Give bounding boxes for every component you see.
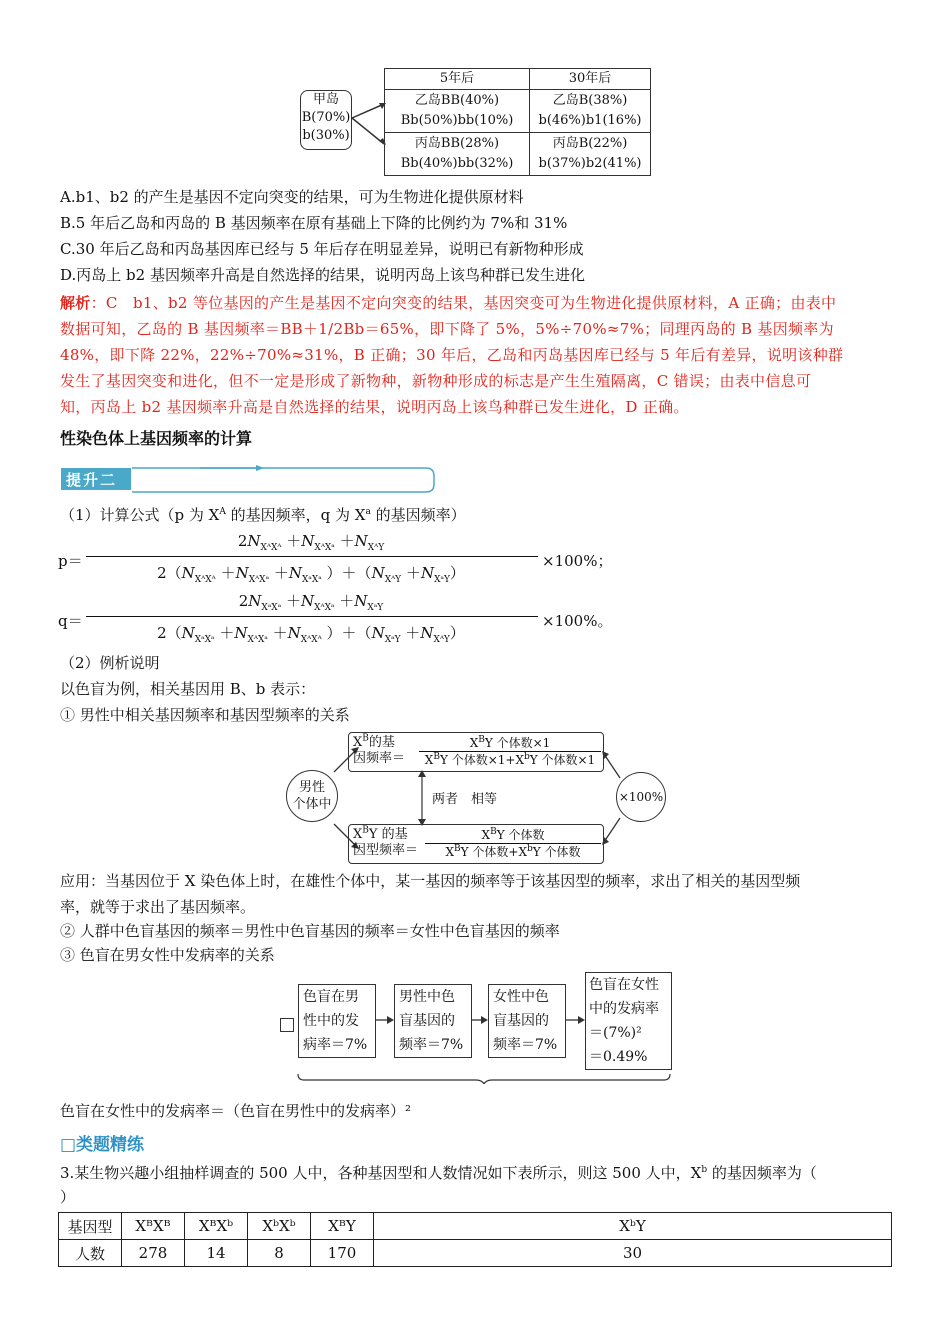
sup: B — [362, 825, 369, 836]
text: （1）计算公式（p 为 X — [60, 506, 220, 524]
t: 盲基因的 — [493, 1013, 549, 1029]
n: N — [301, 532, 315, 550]
sup: b — [701, 1165, 708, 1175]
banner-label: 提升二 — [66, 471, 118, 489]
genotype-cell: XᴮY — [311, 1213, 374, 1240]
analysis-line: 发生了基因突变和进化，但不一定是形成了新物种，新物种形成的标志是产生生殖隔离，C 错误；由表中信息可 — [60, 372, 812, 390]
text: 的基因频率，q 为 X — [225, 506, 366, 524]
q-label: q＝ — [58, 612, 83, 630]
t: X — [353, 735, 363, 750]
analysis-text: ：C b1、b2 等位基因的产生是基因不定向突变的结果，基因突变可为生物进化提供原材料，A 正确；由表中 — [90, 294, 837, 312]
analysis-line: 数据可知，乙岛的 B 基因频率＝BB＋1/2Bb＝65%，即下降了 5%，5%÷70%≈7%；同理丙岛的 B 基因频率为 — [60, 320, 834, 338]
island-jia-name: 甲岛 — [312, 92, 339, 107]
t: 3.某生物兴趣小组抽样调查的 500 人中，各种基因型和人数情况如下表所示，则这 500 人中，X — [60, 1164, 702, 1182]
sub: XᵃXᵃ — [261, 603, 282, 613]
plus: ＋ — [285, 592, 301, 610]
t: ＝0.49% — [589, 1049, 648, 1065]
cell-line: 乙岛BB(40%) — [414, 93, 500, 108]
t: 性中的发 — [303, 1013, 359, 1029]
p-numerator — [86, 530, 536, 551]
n: N — [288, 564, 302, 582]
sub: XᵃY — [434, 575, 450, 585]
genotype-freq-box — [348, 824, 604, 864]
sub: XᴬXᴬ — [194, 575, 216, 585]
sup: a — [365, 507, 371, 517]
n: N — [354, 532, 368, 550]
plus: ＋ — [405, 564, 421, 582]
island-table-cell — [385, 90, 530, 133]
genotype-freq-label — [353, 827, 418, 859]
island-table-header: 30年后 — [530, 69, 651, 90]
male-text: 男性 — [298, 780, 325, 795]
analysis-line — [60, 292, 836, 314]
t: 病率＝7% — [303, 1037, 368, 1053]
genotype-cell: XᵇXᵇ — [248, 1213, 311, 1240]
sub: XᴬXᵃ — [314, 603, 335, 613]
t: 中的发病率 — [589, 1001, 659, 1017]
sup: B — [454, 844, 461, 854]
option-b: B.5 年后乙岛和丙岛的 B 基因频率在原有基础上下降的比例约为 7%和 31% — [60, 214, 568, 232]
p-denominator — [86, 562, 536, 583]
t: X — [445, 845, 455, 859]
t: X — [424, 753, 434, 767]
text: ）＋（ — [326, 564, 372, 582]
n: N — [420, 624, 434, 642]
male-text: 个体中 — [292, 797, 332, 812]
cell-line: 丙岛B(22%) — [552, 136, 628, 151]
sub: XᴬXᵃ — [247, 635, 268, 645]
cell-line: 丙岛BB(28%) — [414, 136, 500, 151]
sub: XᴬXᵃ — [248, 575, 270, 585]
sub: XᴬY — [433, 635, 450, 645]
t: 频率＝7% — [493, 1037, 558, 1053]
q-numerator — [86, 590, 536, 611]
table-header-label: 基因型 — [59, 1213, 122, 1240]
sub: XᵃY — [367, 603, 384, 613]
t: 女性中色 — [493, 989, 549, 1005]
example-item1: ① 男性中相关基因频率和基因型频率的关系 — [60, 706, 350, 724]
n: N — [354, 592, 368, 610]
analysis-line: 知，丙岛上 b2 基因频率升高是自然选择的结果，说明丙岛上该鸟种群已发生进化，D 正确。 — [60, 398, 689, 416]
t: Y 个体数 — [496, 828, 545, 842]
banner — [60, 464, 436, 494]
sup: B — [362, 733, 369, 744]
plus: ＋ — [405, 624, 421, 642]
table-count-label: 人数 — [59, 1240, 122, 1267]
sub: XᴬXᴬ — [300, 635, 322, 645]
plus: ＋ — [339, 592, 355, 610]
sup: A — [219, 507, 226, 517]
formula-intro — [60, 504, 466, 526]
plus: ＋ — [272, 624, 288, 642]
sup: b — [527, 844, 533, 854]
text: ） — [449, 564, 465, 582]
t: 男性中色 — [399, 989, 455, 1005]
n: N — [300, 592, 315, 610]
t: Y 的基 — [368, 827, 408, 842]
application-item2: ② 人群中色盲基因的频率＝男性中色盲基因的频率＝女性中色盲基因的频率 — [60, 922, 560, 940]
q-fraction-bar — [86, 616, 538, 617]
analysis-line: 48%，即下降 22%，22%÷70%≈31%，B 正确；30 年后，乙岛和丙岛基因库已经与 5 年后有差异，说明该种群 — [60, 346, 844, 364]
gene-freq-box — [348, 732, 604, 772]
t: Y 个体数×1 — [529, 753, 596, 767]
cell-line: Bb(50%)bb(10%) — [400, 113, 514, 128]
genotype-cell: XᴮXᵇ — [185, 1213, 248, 1240]
count-cell: 170 — [311, 1240, 374, 1267]
q-denominator — [86, 622, 536, 643]
application-l2: 率，就等于求出了基因频率。 — [60, 898, 256, 916]
t: 频率＝7% — [399, 1037, 464, 1053]
example-intro: 以色盲为例，相关基因用 B、b 表示： — [60, 680, 316, 698]
option-c: C.30 年后乙岛和丙岛基因库已经与 5 年后存在明显差异，说明已有新物种形成 — [60, 240, 584, 258]
n: N — [181, 624, 195, 642]
t: 的基 — [368, 735, 395, 750]
cell-line: b(37%)b2(41%) — [538, 156, 642, 171]
sub: XᴬY — [384, 575, 402, 585]
question-table — [58, 1212, 892, 1267]
p-tail: ×100%； — [542, 552, 613, 570]
n: N — [247, 532, 261, 550]
equal-text: 两者 相等 — [432, 792, 498, 807]
sub: XᵃXᵃ — [194, 635, 215, 645]
option-a: A.b1、b2 的产生是基因不定向突变的结果，可为生物进化提供原材料 — [60, 188, 524, 206]
n: N — [371, 624, 385, 642]
question-line2: ） — [60, 1188, 76, 1206]
diagram-incidence — [280, 970, 672, 1084]
t: Y 个体数×1 — [484, 736, 551, 750]
cell-line: 乙岛B(38%) — [552, 93, 628, 108]
gene-freq-label — [353, 735, 405, 767]
sub: XᵃXᵃ — [302, 575, 322, 585]
diagram-male-frequency — [286, 732, 666, 864]
text: ）＋（ — [326, 624, 372, 642]
n: N — [371, 564, 385, 582]
plus: ＋ — [273, 564, 289, 582]
num: 2 — [237, 532, 248, 550]
island-table-cell — [385, 133, 530, 176]
t: ＝(7%)² — [589, 1025, 642, 1041]
percent-ellipse — [616, 772, 666, 822]
t: X — [353, 827, 363, 842]
text: 2（ — [157, 564, 182, 582]
sub: XᴬY — [367, 543, 385, 553]
conclusion: 色盲在女性中的发病率＝（色盲在男性中的发病率）² — [60, 1102, 412, 1120]
count-cell: 8 — [248, 1240, 311, 1267]
t: Y 个体数+X — [460, 845, 527, 859]
application-l1: 应用：当基因位于 X 染色体上时，在雄性个体中，某一基因的频率等于该基因型的频率，求出了相关的基因型频 — [60, 872, 801, 890]
p-label: p＝ — [58, 552, 83, 570]
plus: ＋ — [286, 532, 302, 550]
text: 2（ — [157, 624, 182, 642]
count-cell: 30 — [374, 1240, 892, 1267]
num: 2 — [238, 592, 249, 610]
example-title: （2）例析说明 — [60, 654, 160, 672]
sup: B — [478, 735, 485, 745]
sub: XᵃY — [384, 635, 401, 645]
sup: B — [433, 752, 440, 762]
frac2 — [425, 827, 601, 860]
island-table-cell — [530, 90, 651, 133]
application-item3: ③ 色盲在男女性中发病率的关系 — [60, 946, 275, 964]
t: X — [469, 736, 479, 750]
t: 盲基因的 — [399, 1013, 455, 1029]
p-fraction-bar — [86, 556, 538, 557]
option-d: D.丙岛上 b2 基因频率升高是自然选择的结果，说明丙岛上该鸟种群已发生进化 — [60, 266, 585, 284]
genotype-cell: XᴮXᴮ — [122, 1213, 185, 1240]
n: N — [181, 564, 195, 582]
t: X — [481, 828, 491, 842]
section-title: 性染色体上基因频率的计算 — [60, 429, 253, 448]
double-arrow — [416, 770, 428, 826]
island-table — [384, 68, 651, 176]
island-table-cell — [530, 133, 651, 176]
analysis-label: 解析 — [60, 294, 91, 312]
genotype-cell: XᵇY — [374, 1213, 892, 1240]
t: 的基因频率为（ — [707, 1164, 817, 1182]
count-cell: 278 — [122, 1240, 185, 1267]
text: 的基因频率） — [370, 506, 466, 524]
sub: XᴬXᵃ — [314, 543, 335, 553]
frac1 — [419, 735, 601, 768]
t: 色盲在女性 — [589, 977, 659, 993]
t: Y 个体数×1+X — [439, 753, 524, 767]
t: 色盲在男 — [303, 989, 359, 1005]
cell-line: Bb(40%)bb(32%) — [400, 156, 514, 171]
practice-title: □类题精练 — [60, 1135, 145, 1155]
sub: XᴬXᴬ — [260, 543, 282, 553]
plus: ＋ — [219, 624, 235, 642]
count-cell: 14 — [185, 1240, 248, 1267]
island-jia-b30: b(30%) — [302, 128, 350, 143]
n: N — [287, 624, 301, 642]
flow-arrows — [280, 970, 672, 1084]
island-jia-b70: B(70%) — [301, 110, 351, 125]
plus: ＋ — [220, 564, 236, 582]
pct-text: ×100% — [618, 790, 664, 804]
t: Y 个体数 — [532, 845, 581, 859]
n: N — [248, 592, 262, 610]
plus: ＋ — [339, 532, 355, 550]
n: N — [420, 564, 435, 582]
n: N — [234, 624, 248, 642]
island-jia-box — [300, 90, 352, 150]
t: 因频率＝ — [353, 751, 406, 766]
sup: B — [490, 827, 497, 837]
n: N — [235, 564, 249, 582]
text: ） — [449, 624, 465, 642]
sup: b — [524, 752, 530, 762]
cell-line: b(46%)b1(16%) — [538, 113, 642, 128]
q-tail: ×100%。 — [542, 612, 613, 630]
t: 因型频率＝ — [353, 843, 419, 858]
island-table-header: 5年后 — [385, 69, 530, 90]
question-line1 — [60, 1162, 817, 1184]
